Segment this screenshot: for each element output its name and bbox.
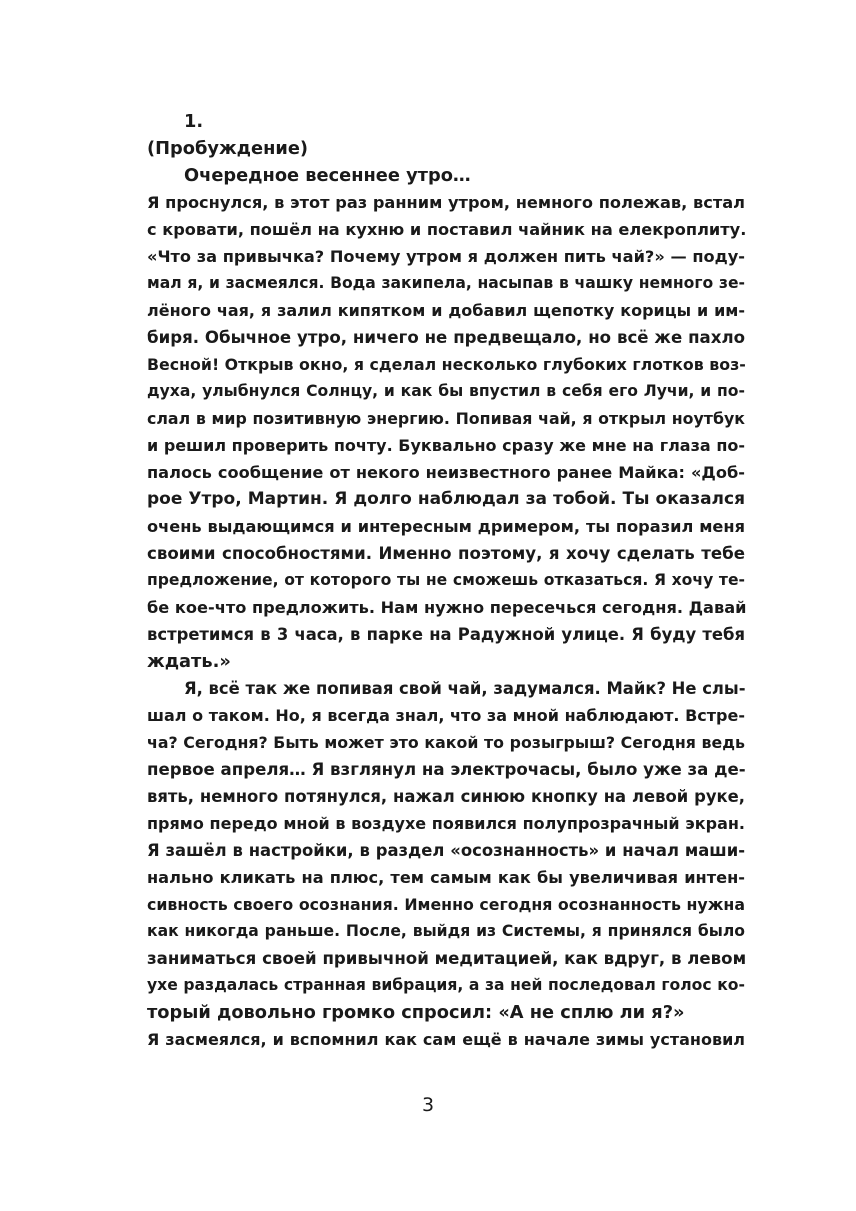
text-line: бе кое-что предложить. Нам нужно пересечься сегодня. Давай: [147, 598, 747, 617]
text-line: биря. Обычное утро, ничего не предвещало, но всё же пахло: [147, 328, 745, 347]
page-text: [147, 108, 745, 1053]
text-line: мал я, и засмеялся. Вода закипела, насыпав в чашку немного зе-: [147, 274, 745, 292]
text-line: вять, немного потянулся, нажал синюю кнопку на левой руке,: [147, 787, 745, 806]
text-line: рое Утро, Мартин. Я долго наблюдал за тобой. Ты оказался: [147, 489, 745, 509]
text-line: Я проснулся, в этот раз ранним утром, немного полежав, встал: [147, 193, 745, 212]
text-line: Я, всё так же попивая свой чай, задумался. Майк? Не слы-: [184, 679, 746, 698]
text-line: ухе раздалась странная вибрация, а за ней последовал голос ко-: [147, 976, 745, 994]
text-line: очень выдающимся и интересным дримером, ты поразил меня: [147, 517, 745, 536]
text-line: Я зашёл в настройки, в раздел «осознанность» и начал маши-: [147, 841, 745, 860]
text-line: предложение, от которого ты не сможешь отказаться. Я хочу те-: [147, 571, 745, 589]
text-line: торый довольно громко спросил: «А не сплю ли я?»: [147, 1002, 685, 1023]
text-line: Я засмеялся, и вспомнил как сам ещё в начале зимы установил: [147, 1030, 745, 1049]
text-line: Очередное весеннее утро…: [184, 165, 471, 186]
text-line: заниматься своей привычной медитацией, как вдруг, в левом: [147, 949, 747, 968]
text-line: ча? Сегодня? Быть может это какой то розыгрыш? Сегодня ведь: [147, 733, 745, 752]
text-line: и решил проверить почту. Буквально сразу же мне на глаза по-: [147, 436, 745, 455]
chapter-subtitle: (Пробуждение): [147, 138, 309, 159]
text-line: духа, улыбнулся Солнцу, и как бы впустил в себя его Лучи, и по-: [147, 382, 745, 400]
chapter-number: 1.: [184, 111, 204, 132]
text-line: ждать.»: [147, 651, 231, 672]
text-line: первое апреля… Я взглянул на электрочасы, было уже за де-: [147, 760, 746, 779]
text-line: лёного чая, я залил кипятком и добавил щепотку корицы и им-: [147, 301, 745, 320]
text-line: слал в мир позитивную энергию. Попивая чай, я открыл ноутбук: [147, 409, 745, 428]
text-line: сивность своего осознания. Именно сегодня осознанность нужна: [147, 895, 745, 914]
text-line: своими способностями. Именно поэтому, я хочу сделать тебе: [147, 544, 745, 563]
text-line: «Что за привычка? Почему утром я должен пить чай?» — поду-: [147, 247, 745, 266]
text-line: нально кликать на плюс, тем самым как бы увеличивая интен-: [147, 868, 745, 887]
text-line: шал о таком. Но, я всегда знал, что за мной наблюдают. Встре-: [147, 706, 745, 725]
text-line: встретимся в 3 часа, в парке на Радужной улице. Я буду тебя: [147, 625, 745, 644]
text-line: палось сообщение от некого неизвестного ранее Майка: «Доб-: [147, 463, 745, 482]
page-number: 3: [421, 1094, 435, 1116]
text-line: как никогда раньше. После, выйдя из Системы, я принялся было: [147, 922, 745, 940]
text-line: с кровати, пошёл на кухню и поставил чайник на елекроплиту.: [147, 220, 747, 239]
text-line: Весной! Открыв окно, я сделал несколько глубоких глотков воз-: [147, 355, 746, 374]
text-line: прямо передо мной в воздухе появился полупрозрачный экран.: [147, 814, 745, 833]
